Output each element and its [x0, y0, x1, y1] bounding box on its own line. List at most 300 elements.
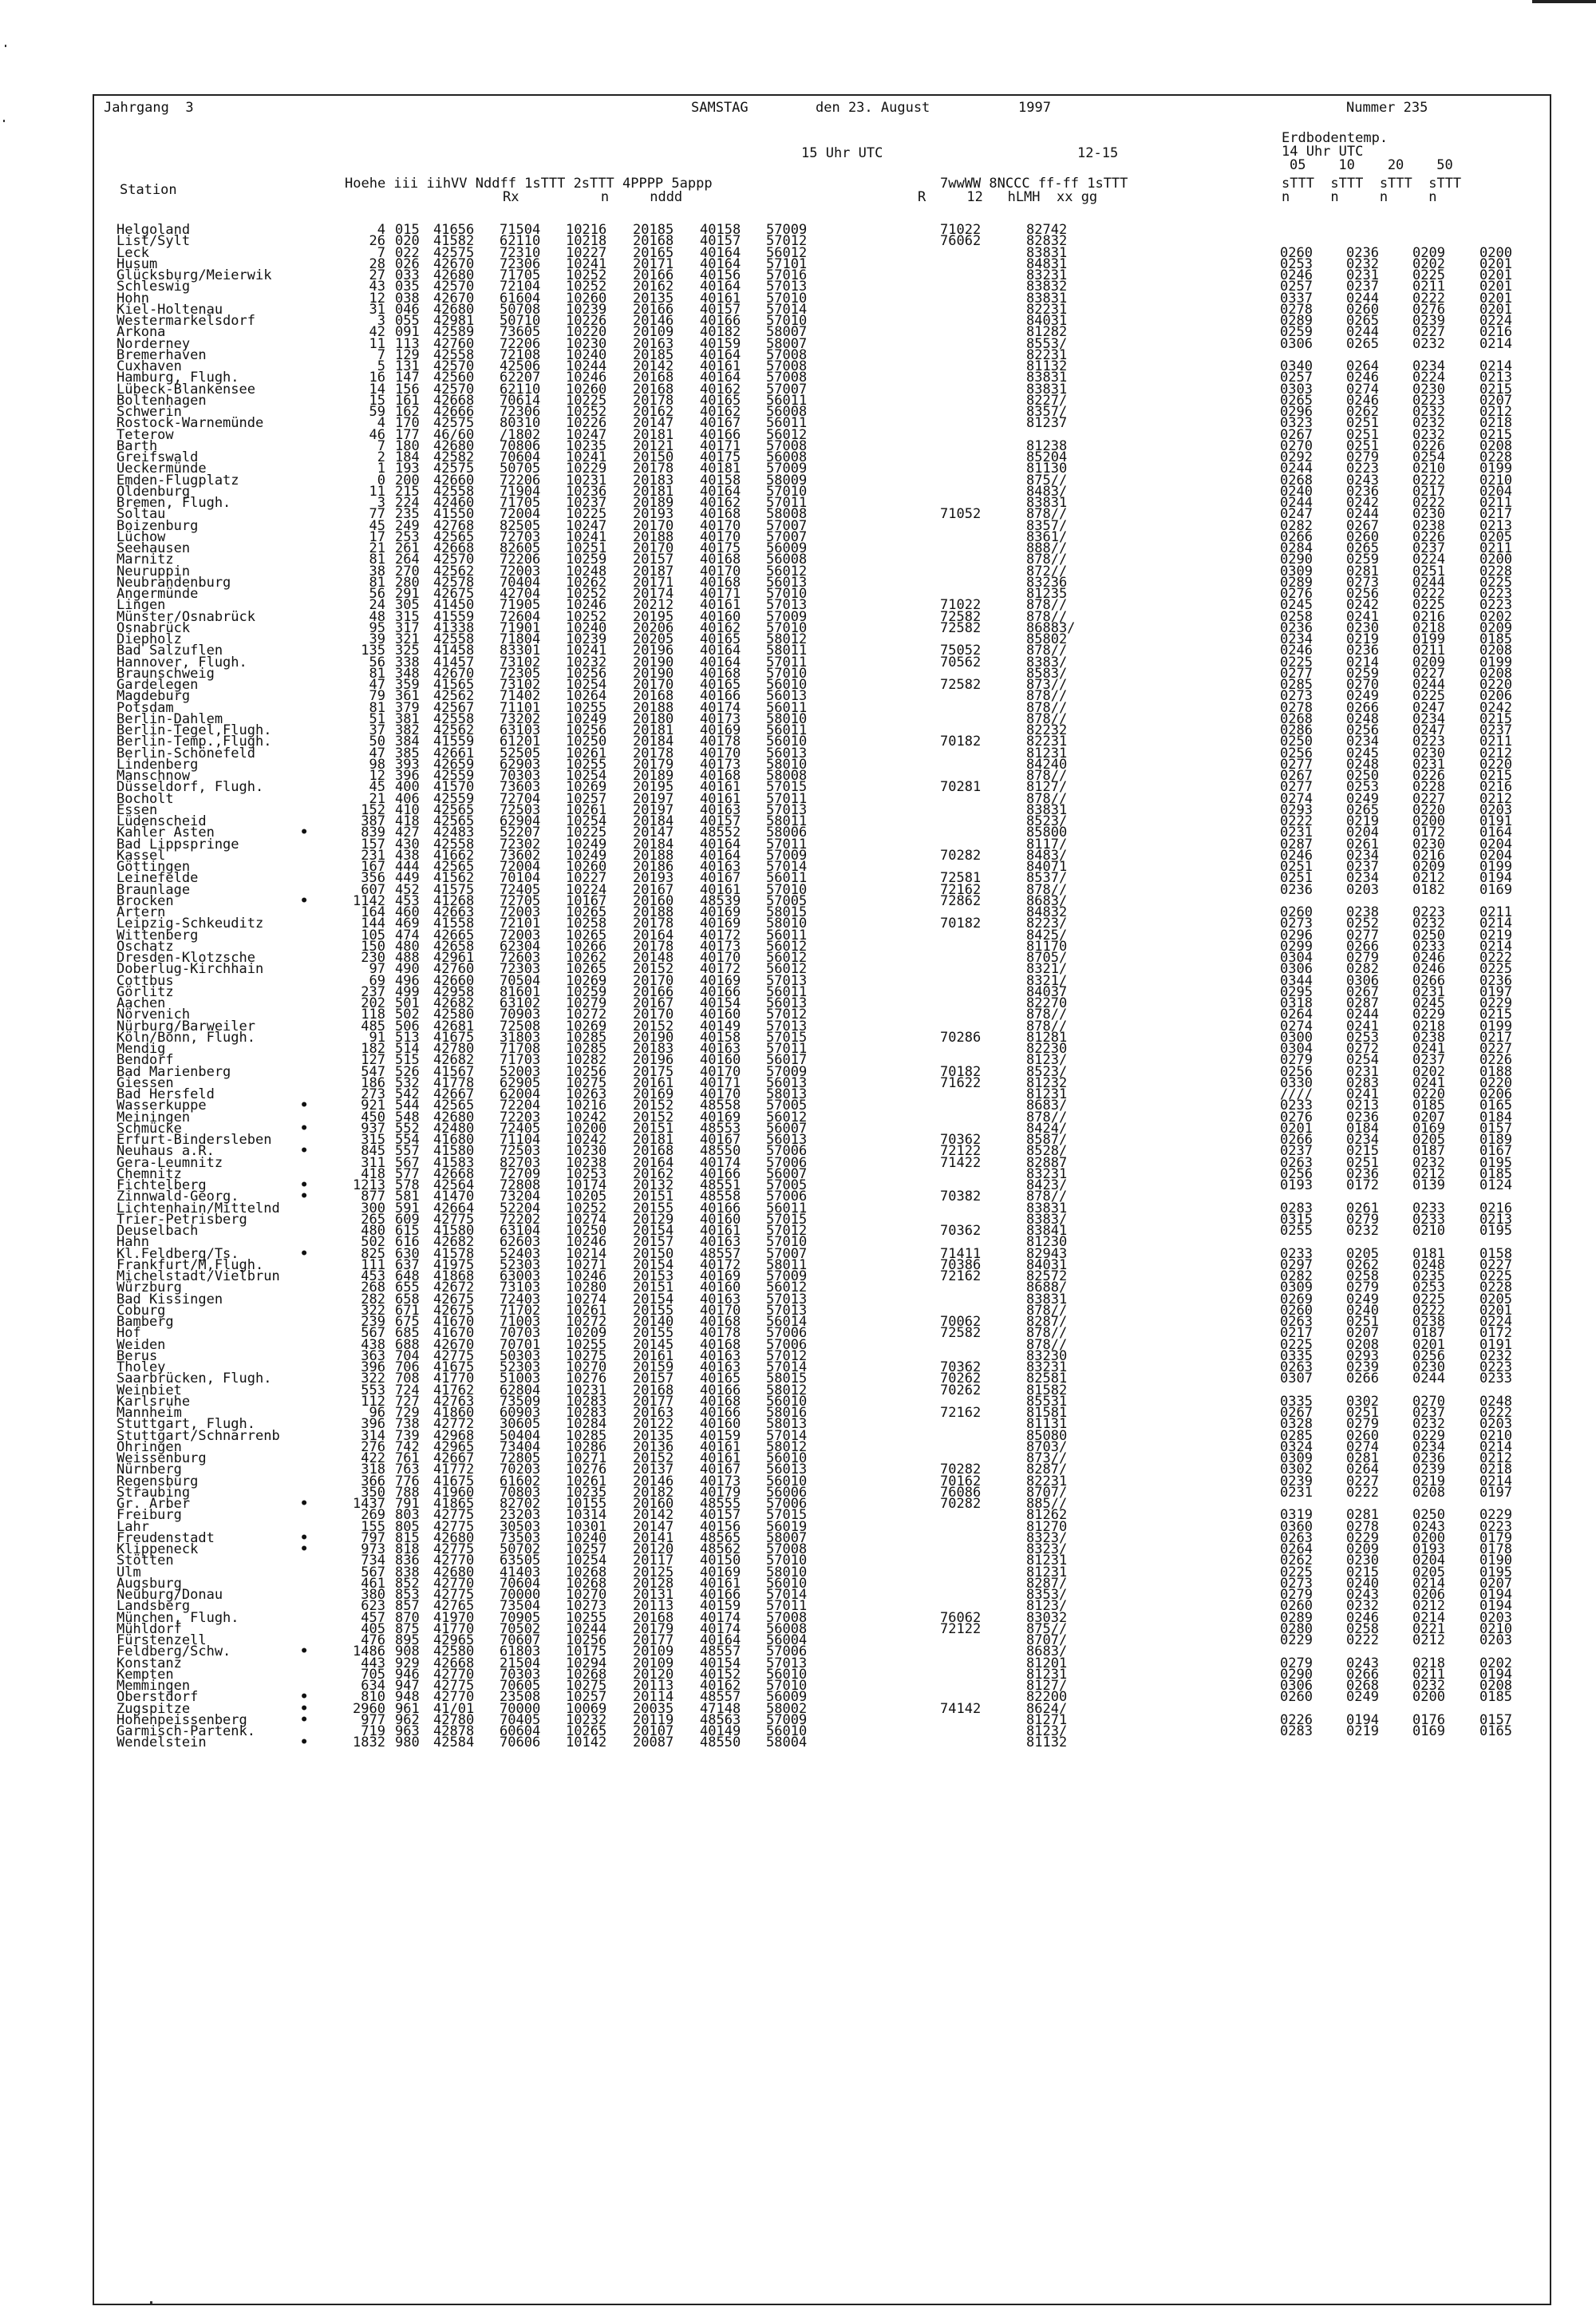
group-1sttt: 10250 — [566, 734, 607, 750]
station-id: 554 — [395, 1132, 420, 1148]
group-8nccc: 878// — [1026, 1007, 1068, 1023]
group-iihvv: 41457 — [433, 654, 475, 670]
group-5appp: 56008 — [766, 552, 808, 568]
table-row — [117, 540, 1553, 556]
group-1sttt: 10284 — [566, 1416, 607, 1433]
station-name: Leck — [117, 244, 149, 261]
group-5appp: 57007 — [766, 381, 808, 398]
group-4pppp: 40172 — [700, 961, 741, 978]
group-4pppp: 40167 — [700, 1132, 741, 1148]
group-nddff: 73504 — [500, 1598, 541, 1615]
soil-temp-50: 0169 — [1479, 881, 1512, 898]
station-id: 444 — [395, 859, 420, 875]
group-iihvv: 41567 — [433, 1063, 475, 1080]
group-nddff: 60604 — [500, 1723, 541, 1739]
group-4pppp: 40166 — [700, 1405, 741, 1421]
station-height: 1486 — [353, 1644, 385, 1660]
soil-temp-20: 0227 — [1412, 790, 1445, 807]
soil-temp-10: 0266 — [1346, 938, 1379, 955]
group-4pppp: 40175 — [700, 540, 741, 556]
group-nddff: 52303 — [500, 1256, 541, 1273]
group-1sttt: 10255 — [566, 1336, 607, 1353]
soil-temp-20: 0234 — [1412, 1438, 1445, 1455]
group-nddff: 72405 — [500, 881, 541, 898]
table-row — [117, 870, 1553, 887]
table-row — [117, 790, 1553, 807]
group-8nccc: 82742 — [1026, 222, 1068, 238]
soil-temp-10: 0253 — [1346, 1029, 1379, 1046]
table-row — [117, 904, 1553, 920]
group-2sttt: 20120 — [633, 1541, 674, 1557]
table-row — [117, 597, 1553, 614]
soil-temp-05: 0340 — [1280, 358, 1313, 374]
table-row — [117, 608, 1553, 625]
group-4pppp: 40166 — [700, 1165, 741, 1182]
soil-temp-10: 0207 — [1346, 1325, 1379, 1342]
group-iihvv: 42562 — [433, 688, 475, 705]
group-4pppp: 40164 — [700, 483, 741, 500]
soil-temp-10: 0244 — [1346, 290, 1379, 307]
soil-temp-50: 0220 — [1479, 756, 1512, 773]
group-1sttt: 10241 — [566, 643, 607, 659]
table-row — [117, 574, 1553, 591]
group-nddff: 70607 — [500, 1632, 541, 1648]
group-4pppp: 40164 — [700, 244, 741, 261]
station-id: 763 — [395, 1462, 420, 1478]
soil-temp-10: 0252 — [1346, 916, 1379, 932]
group-5appp: 58009 — [766, 472, 808, 489]
group-5appp: 56011 — [766, 415, 808, 432]
station-height: 37 — [369, 722, 385, 738]
group-nddff: 72704 — [500, 790, 541, 807]
soil-temp-20: 0266 — [1412, 972, 1445, 989]
table-row — [117, 381, 1553, 398]
group-iihvv: 42965 — [433, 1438, 475, 1455]
soil-temp-10: 0194 — [1346, 1711, 1379, 1728]
soil-temp-20: 0234 — [1412, 710, 1445, 727]
soil-temp-10: 0241 — [1346, 1086, 1379, 1102]
soil-temp-20: 0222 — [1412, 472, 1445, 489]
table-row — [117, 825, 1553, 841]
group-5appp: 56012 — [766, 1280, 808, 1296]
group-1sttt: 10155 — [566, 1496, 607, 1512]
group-4pppp: 40166 — [700, 688, 741, 705]
group-1sttt: 10200 — [566, 1120, 607, 1137]
soil-temp-20: 0169 — [1412, 1723, 1445, 1739]
soil-temp-50: 0211 — [1479, 495, 1512, 511]
soil-temp-05: 0256 — [1280, 745, 1313, 761]
station-height: 418 — [361, 1165, 385, 1182]
group-2sttt: 20197 — [633, 801, 674, 818]
soil-temp-10: 0265 — [1346, 335, 1379, 352]
soil-temp-05: 0306 — [1280, 335, 1313, 352]
soil-temp-05: 0251 — [1280, 859, 1313, 875]
soil-temp-20: 0202 — [1412, 1063, 1445, 1080]
time-main-label: 15 Uhr UTC — [801, 145, 883, 161]
group-5appp: 57006 — [766, 1189, 808, 1205]
group-nddff: 70303 — [500, 1666, 541, 1683]
group-1sttt: 10283 — [566, 1393, 607, 1410]
station-name: Aachen — [117, 995, 166, 1011]
station-id: 170 — [395, 415, 420, 432]
group-2sttt: 20177 — [633, 1632, 674, 1648]
station-id: 249 — [395, 517, 420, 534]
station-id: 261 — [395, 540, 420, 556]
mountain-station-marker: • — [300, 1098, 309, 1114]
station-id: 929 — [395, 1655, 420, 1671]
table-row — [117, 1336, 1553, 1353]
table-row — [117, 881, 1553, 898]
soil-temp-20: 0230 — [1412, 1359, 1445, 1375]
table-row — [117, 1189, 1553, 1205]
group-4pppp: 40174 — [700, 1620, 741, 1637]
group-5appp: 58007 — [766, 1529, 808, 1546]
soil-temp-10: 0215 — [1346, 1143, 1379, 1160]
soil-temp-10: 0244 — [1346, 1007, 1379, 1023]
group-1sttt: 10229 — [566, 461, 607, 477]
group-1sttt: 10247 — [566, 426, 607, 443]
station-id: 410 — [395, 801, 420, 818]
group-iihvv: 42680 — [433, 1529, 475, 1546]
station-height: 45 — [369, 517, 385, 534]
station-height: 476 — [361, 1632, 385, 1648]
soil-temp-10: 0302 — [1346, 1393, 1379, 1410]
group-nddff: 70905 — [500, 1609, 541, 1626]
station-id: 147 — [395, 370, 420, 386]
scan-speck — [5, 45, 6, 47]
station-name: Marnitz — [117, 552, 174, 568]
group-8nccc: 873// — [1026, 677, 1068, 693]
station-id: 382 — [395, 722, 420, 738]
soil-temp-20: 0251 — [1412, 563, 1445, 580]
soil-temp-10: 0261 — [1346, 836, 1379, 852]
group-1sttt: 10259 — [566, 983, 607, 1000]
station-table — [117, 224, 1553, 1749]
group-nddff: 72003 — [500, 904, 541, 920]
station-id: 514 — [395, 1041, 420, 1057]
group-nddff: 71101 — [500, 699, 541, 716]
group-1sttt: 10276 — [566, 1462, 607, 1478]
station-id: 184 — [395, 449, 420, 465]
group-2sttt: 20136 — [633, 1438, 674, 1455]
station-height: 387 — [361, 813, 385, 829]
group-iihvv: 42575 — [433, 244, 475, 261]
soil-temp-50: 0225 — [1479, 574, 1512, 591]
group-nddff: 71402 — [500, 688, 541, 705]
group-4pppp: 40154 — [700, 1655, 741, 1671]
group-nddff: 72202 — [500, 1211, 541, 1228]
group-8nccc: 81231 — [1026, 1666, 1068, 1683]
group-iihvv: 42765 — [433, 1598, 475, 1615]
soil-temp-10: 0242 — [1346, 495, 1379, 511]
soil-temp-05: 0222 — [1280, 813, 1313, 829]
group-8nccc: 85802 — [1026, 631, 1068, 647]
station-name: Manschnow — [117, 768, 191, 784]
station-id: 761 — [395, 1450, 420, 1466]
soil-temp-20: 0237 — [1412, 540, 1445, 556]
group-2sttt: 20181 — [633, 483, 674, 500]
station-id: 162 — [395, 404, 420, 420]
code-header-line2b: R 12 hLMH xx gg — [918, 189, 1098, 205]
group-nddff: 71804 — [500, 631, 541, 647]
table-row — [117, 688, 1553, 705]
soil-temp-50: 0214 — [1479, 335, 1512, 352]
group-4pppp: 40160 — [700, 1052, 741, 1069]
group-nddff: 62304 — [500, 938, 541, 955]
soil-temp-10: 0273 — [1346, 574, 1379, 591]
soil-temp-50: 0206 — [1479, 688, 1512, 705]
station-name: Seehausen — [117, 540, 191, 556]
soil-temp-50: 0225 — [1479, 961, 1512, 978]
group-5appp: 57006 — [766, 1325, 808, 1342]
table-row — [117, 1484, 1553, 1501]
soil-temp-10: 0234 — [1346, 1132, 1379, 1148]
soil-temp-05: 0307 — [1280, 1371, 1313, 1387]
group-4pppp: 40168 — [700, 506, 741, 523]
group-2sttt: 20185 — [633, 222, 674, 238]
group-1sttt: 10257 — [566, 790, 607, 807]
group-iihvv: 41570 — [433, 779, 475, 796]
station-height: 265 — [361, 1211, 385, 1228]
soil-temp-05: 0295 — [1280, 983, 1313, 1000]
group-iihvv: 41580 — [433, 1143, 475, 1160]
station-id: 946 — [395, 1666, 420, 1683]
group-1sttt: 10275 — [566, 1074, 607, 1091]
group-1sttt: 10254 — [566, 768, 607, 784]
soil-temp-20: 0211 — [1412, 279, 1445, 295]
group-8nccc: 82231 — [1026, 301, 1068, 318]
soil-temp-05: 0225 — [1280, 1564, 1313, 1580]
group-2sttt: 20188 — [633, 699, 674, 716]
table-row — [117, 1700, 1553, 1717]
group-2sttt: 20163 — [633, 335, 674, 352]
group-8nccc: 8123/ — [1026, 1598, 1068, 1615]
soil-temp-10: 0265 — [1346, 801, 1379, 818]
station-name: Chemnitz — [117, 1165, 182, 1182]
group-4pppp: 40163 — [700, 1359, 741, 1375]
group-4pppp: 40171 — [700, 437, 741, 454]
soil-temp-50: 0214 — [1479, 916, 1512, 932]
table-row — [117, 722, 1553, 738]
station-id: 305 — [395, 597, 420, 614]
group-8nccc: 8528/ — [1026, 1143, 1068, 1160]
group-1sttt: 10225 — [566, 825, 607, 841]
soil-temp-50: 0194 — [1479, 1587, 1512, 1603]
soil-temp-20: 0219 — [1412, 1473, 1445, 1489]
station-id: 532 — [395, 1074, 420, 1091]
soil-temp-10: 0219 — [1346, 1723, 1379, 1739]
soil-temp-50: 0215 — [1479, 381, 1512, 398]
group-1sttt: 10274 — [566, 1291, 607, 1307]
group-2sttt: 20117 — [633, 1553, 674, 1569]
station-id: 091 — [395, 324, 420, 341]
group-4pppp: 40164 — [700, 279, 741, 295]
soil-temp-10: 0265 — [1346, 313, 1379, 329]
group-2sttt: 20181 — [633, 1132, 674, 1148]
soil-temp-20: 0139 — [1412, 1177, 1445, 1193]
group-5appp: 57006 — [766, 1496, 808, 1512]
station-height: 42 — [369, 324, 385, 341]
group-1sttt: 10249 — [566, 710, 607, 727]
soil-temp-50: 0215 — [1479, 1007, 1512, 1023]
soil-temp-20: 0218 — [1412, 1655, 1445, 1671]
station-height: 81 — [369, 665, 385, 682]
soil-temp-05: 0328 — [1280, 1416, 1313, 1433]
soil-temp-10: 0230 — [1346, 619, 1379, 636]
station-name: Kahler Asten — [117, 825, 215, 841]
station-name: Garmisch-Partenk. — [117, 1723, 255, 1739]
mountain-station-marker: • — [300, 1143, 309, 1160]
group-5appp: 58011 — [766, 813, 808, 829]
table-row — [117, 1359, 1553, 1375]
group-5appp: 56010 — [766, 1393, 808, 1410]
group-5appp: 57012 — [766, 1007, 808, 1023]
soil-temp-05: 0277 — [1280, 779, 1313, 796]
soil-temp-05: 0251 — [1280, 870, 1313, 887]
group-7wwww: 71022 — [940, 222, 982, 238]
code-header-line2: Rx n nddd — [503, 189, 683, 205]
soil-temp-50: 0228 — [1479, 563, 1512, 580]
group-nddff: 62110 — [500, 233, 541, 250]
soil-temp-10: 0248 — [1346, 710, 1379, 727]
group-8nccc: 875// — [1026, 472, 1068, 489]
group-8nccc: 84832 — [1026, 904, 1068, 920]
group-8nccc: 8483/ — [1026, 483, 1068, 500]
soil-temp-05: 0324 — [1280, 1438, 1313, 1455]
group-1sttt: 10209 — [566, 1325, 607, 1342]
soil-temp-20: 0226 — [1412, 768, 1445, 784]
group-5appp: 58012 — [766, 1382, 808, 1398]
group-2sttt: 20107 — [633, 1723, 674, 1739]
group-nddff: 52204 — [500, 1200, 541, 1216]
soil-temp-20: 0212 — [1412, 870, 1445, 887]
table-row — [117, 1314, 1553, 1330]
soil-temp-10: 0232 — [1346, 1223, 1379, 1239]
group-5appp: 57016 — [766, 267, 808, 283]
soil-temp-50: 0211 — [1479, 734, 1512, 750]
group-4pppp: 40165 — [700, 631, 741, 647]
soil-temp-20: 0232 — [1412, 1154, 1445, 1171]
soil-temp-10: 0272 — [1346, 1041, 1379, 1057]
soil-temp-05: 0284 — [1280, 540, 1313, 556]
group-nddff: 52403 — [500, 1245, 541, 1262]
soil-temp-50: 0185 — [1479, 1165, 1512, 1182]
group-4pppp: 40160 — [700, 1211, 741, 1228]
station-id: 704 — [395, 1347, 420, 1364]
group-1sttt: 10241 — [566, 255, 607, 272]
station-height: 607 — [361, 881, 385, 898]
soil-temp-50: 0214 — [1479, 938, 1512, 955]
station-height: 719 — [361, 1723, 385, 1739]
group-8nccc: 8707/ — [1026, 1632, 1068, 1648]
group-iihvv: 42775 — [433, 1678, 475, 1694]
group-iihvv: 41562 — [433, 870, 475, 887]
table-row — [117, 552, 1553, 568]
soil-temp-10: 0258 — [1346, 1620, 1379, 1637]
group-7wwww: 70182 — [940, 916, 982, 932]
group-2sttt: 20035 — [633, 1700, 674, 1717]
group-8nccc: 878// — [1026, 1302, 1068, 1319]
station-id: 438 — [395, 847, 420, 864]
group-4pppp: 40158 — [700, 222, 741, 238]
soil-temp-20: 0205 — [1412, 1132, 1445, 1148]
soil-temp-05: 0330 — [1280, 1074, 1313, 1091]
group-1sttt: 10216 — [566, 1098, 607, 1114]
group-1sttt: 10270 — [566, 1587, 607, 1603]
group-iihvv: 41578 — [433, 1245, 475, 1262]
soil-temp-05: 0256 — [1280, 1063, 1313, 1080]
group-5appp: 58010 — [766, 756, 808, 773]
group-iihvv: 42878 — [433, 1723, 475, 1739]
group-iihvv: 42558 — [433, 483, 475, 500]
station-height: 12 — [369, 290, 385, 307]
group-1sttt: 10246 — [566, 1268, 607, 1284]
table-row — [117, 1438, 1553, 1455]
group-4pppp: 40169 — [700, 1564, 741, 1580]
station-name: Frankfurt/M,Flugh. — [117, 1256, 264, 1273]
group-8nccc: 8705/ — [1026, 950, 1068, 966]
group-8nccc: 8425/ — [1026, 927, 1068, 943]
station-name: Tholey — [117, 1359, 166, 1375]
group-4pppp: 40157 — [700, 301, 741, 318]
soil-temp-20: 0204 — [1412, 1553, 1445, 1569]
table-row — [117, 1450, 1553, 1466]
table-row — [117, 1086, 1553, 1102]
group-nddff: 70703 — [500, 1325, 541, 1342]
group-iihvv: 41770 — [433, 1371, 475, 1387]
group-8nccc: 8537/ — [1026, 870, 1068, 887]
group-4pppp: 40182 — [700, 324, 741, 341]
soil-temp-05: 0193 — [1280, 1177, 1313, 1193]
group-4pppp: 40165 — [700, 392, 741, 409]
group-nddff: 71003 — [500, 1314, 541, 1330]
soil-temp-05: 0245 — [1280, 597, 1313, 614]
group-iihvv: 42562 — [433, 722, 475, 738]
group-8nccc: 81232 — [1026, 1074, 1068, 1091]
group-nddff: 50404 — [500, 1427, 541, 1444]
group-iihvv: 42480 — [433, 1120, 475, 1137]
soil-temp-time: 14 Uhr UTC — [1282, 144, 1364, 160]
soil-temp-50: 0216 — [1479, 779, 1512, 796]
group-nddff: 62903 — [500, 756, 541, 773]
mountain-station-marker: • — [300, 1496, 309, 1512]
soil-temp-05: 0260 — [1280, 244, 1313, 261]
station-name: Meiningen — [117, 1109, 191, 1125]
station-height: 623 — [361, 1598, 385, 1615]
soil-temp-20: 0193 — [1412, 1541, 1445, 1557]
soil-temp-05: 0264 — [1280, 1007, 1313, 1023]
soil-temp-10: 0223 — [1346, 461, 1379, 477]
table-row — [117, 1462, 1553, 1478]
station-id: 947 — [395, 1678, 420, 1694]
group-5appp: 57012 — [766, 1223, 808, 1239]
group-4pppp: 40170 — [700, 1063, 741, 1080]
station-name: Berlin-Temp.,Flugh. — [117, 734, 272, 750]
group-7wwww: 70562 — [940, 654, 982, 670]
group-4pppp: 40175 — [700, 449, 741, 465]
group-5appp: 56017 — [766, 1052, 808, 1069]
station-name: Bad Kissingen — [117, 1291, 223, 1307]
soil-temp-10: 0251 — [1346, 426, 1379, 443]
group-2sttt: 20170 — [633, 972, 674, 989]
station-height: 231 — [361, 847, 385, 864]
group-nddff: 72303 — [500, 961, 541, 978]
group-nddff: 70303 — [500, 768, 541, 784]
group-1sttt: 10258 — [566, 916, 607, 932]
soil-temp-10: 0256 — [1346, 586, 1379, 602]
station-name: Leinefelde — [117, 870, 199, 887]
group-8nccc: 83231 — [1026, 1165, 1068, 1182]
